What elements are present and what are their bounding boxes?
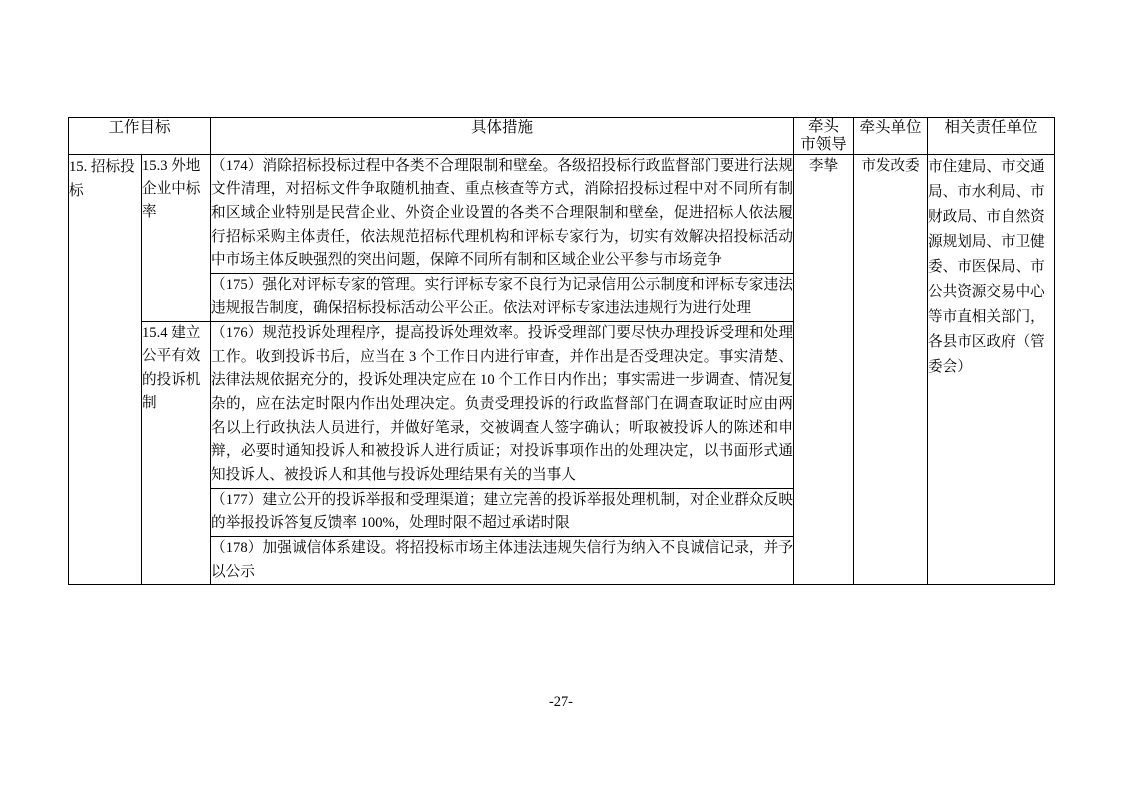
- measure-178: （178）加强诚信体系建设。将招投标市场主体违法违规失信行为纳入不良诚信记录，并予以公示: [211, 536, 794, 584]
- column-header-responsible-units: 相关责任单位: [928, 118, 1055, 155]
- goal-label-15-4: 15.4 建立公平有效的投诉机制: [142, 322, 211, 585]
- column-header-leader: [794, 118, 854, 155]
- leader-cell: 李挚: [794, 154, 854, 585]
- measure-174: （174）消除招标投标过程中各类不合理限制和壁垒。各级招投标行政监督部门要进行法规文件清理，对招标文件争取随机抽查、重点核查等方式，消除招投标过程中对不同所有制和区域企业特别是民营企业、外资企业设置的各类不合理限制和壁垒，促进招标人依法履行招标采购主体责任，依法规范招标代理机构和评标专家行为，切实有效解决招投标活动中市场主体反映强烈的突出问题，保障不同所有制和区域企业公平参与市场竞争: [211, 154, 794, 273]
- responsible-units-cell: 市住建局、市交通局、市水利局、市财政局、市自然资源规划局、市卫健委、市医保局、市公共资源交易中心等市直相关部门，各县市区政府（管委会）: [928, 154, 1055, 585]
- lead-unit-cell: 市发改委: [854, 154, 928, 585]
- column-header-leader-line1: 牵头: [808, 118, 840, 135]
- column-header-lead-unit: 牵头单位: [854, 118, 928, 155]
- table-row: [69, 154, 1055, 273]
- column-header-measures: 具体措施: [211, 118, 794, 155]
- page-number: -27-: [549, 694, 573, 710]
- work-plan-table: [68, 117, 1055, 585]
- measure-177: （177）建立公开的投诉举报和受理渠道；建立完善的投诉举报处理机制，对企业群众反映的举报投诉答复反馈率 100%，处理时限不超过承诺时限: [211, 488, 794, 536]
- column-header-leader-line2: 市领导: [800, 135, 847, 153]
- goal-group-label: 15. 招标投标: [69, 154, 142, 585]
- column-header-goal: 工作目标: [69, 118, 211, 155]
- measure-176: （176）规范投诉处理程序，提高投诉处理效率。投诉受理部门要尽快办理投诉受理和处理工作。收到投诉书后，应当在 3 个工作日内进行审查，并作出是否受理决定。事实清楚、法律法规依据充分的，投诉处理决定应在 10 个工作日内作出；事实需进一步调查、情况复杂的，应在法定时限内作出处理决定。负责受理投诉的行政监督部门在调查取证时应由两名以上行政执法人员进行，并做好笔录，交被调查人签字确认；听取被投诉人的陈述和申辩，必要时通知投诉人和被投诉人进行质证；对投诉事项作出的处理决定，以书面形式通知投诉人、被投诉人和其他与投诉处理结果有关的当事人: [211, 322, 794, 488]
- measure-175: （175）强化对评标专家的管理。实行评标专家不良行为记录信用公示制度和评标专家违法违规报告制度，确保招标投标活动公平公正。依法对评标专家违法违规行为进行处理: [211, 273, 794, 321]
- table-header-row: [69, 118, 1055, 155]
- goal-label-15-3: 15.3 外地企业中标率: [142, 154, 211, 321]
